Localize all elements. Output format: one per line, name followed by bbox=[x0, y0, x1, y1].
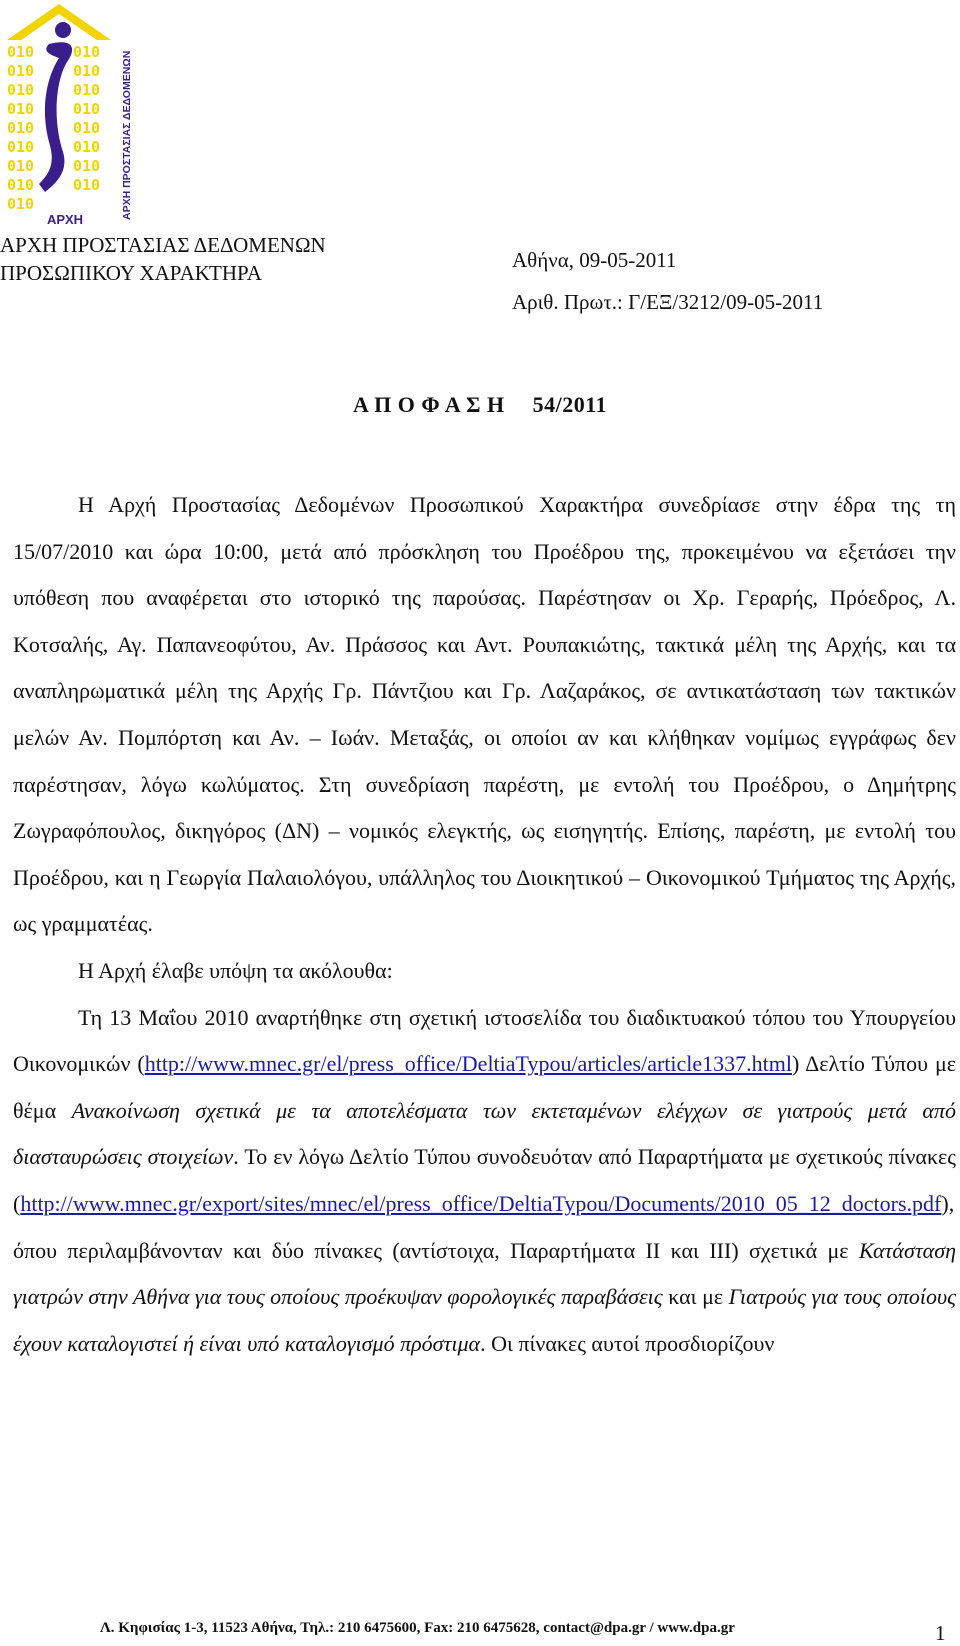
document-date: Αθήνα, 09-05-2011 bbox=[512, 248, 677, 272]
binary-row: 010 bbox=[73, 119, 101, 137]
binary-row: 010 bbox=[7, 157, 35, 175]
annex-pdf-link[interactable]: http://www.mnec.gr/export/sites/mnec/el/press_office/DeltiaTypou/Documents/2010_05_12_doctors.pdf bbox=[20, 1190, 942, 1216]
org-line-1: ΑΡΧΗ ΠΡΟΣΤΑΣΙΑΣ ΔΕΔΟΜΕΝΩΝ bbox=[0, 233, 326, 257]
dpa-logo-graphic bbox=[3, 2, 135, 228]
binary-row: 010 bbox=[7, 43, 35, 61]
binary-row: 010 bbox=[73, 138, 101, 156]
binary-row: 010 bbox=[7, 119, 35, 137]
facts-italic-2: Κατάσταση γιατρών στην Αθήνα για τους οποίους προέκυψαν φορολογικές παραβάσεις bbox=[13, 1237, 956, 1310]
facts-text-3: . Το εν λόγω Δελτίο Τύπου συνοδευόταν από Παραρτήματα με σχετικούς πίνακες bbox=[233, 1144, 956, 1170]
facts-text-2: Δελτίο Τύπου με θέμα bbox=[13, 1051, 956, 1123]
binary-row: 010 bbox=[7, 176, 35, 194]
binary-row: 010 bbox=[73, 43, 101, 61]
org-line-2: ΠΡΟΣΩΠΙΚΟΥ ΧΑΡΑΚΤΗΡΑ bbox=[0, 261, 262, 285]
facts-text-5: και με bbox=[668, 1284, 724, 1310]
decision-title bbox=[0, 392, 960, 418]
logo-vertical-text: ΑΡΧΗ ΠΡΟΣΤΑΣΙΑΣ ΔΕΔΟΜΕΝΩΝ bbox=[121, 50, 133, 220]
footer-address: Λ. Κηφισίας 1-3, 11523 Αθήνα, Τηλ.: 210 6475600, Fax: 210 6475628, contact@dpa.gr / www.dpa.gr bbox=[100, 1620, 735, 1636]
binary-row: 010 bbox=[73, 157, 101, 175]
facts-italic-3: Γιατρούς για τους οποίους έχουν καταλογιστεί ή είναι υπό καταλογισμό πρόστιμα bbox=[13, 1284, 957, 1356]
paragraph-session: Η Αρχή Προστασίας Δεδομένων Προσωπικού Χαρακτήρα συνεδρίασε στην έδρα της τη 15/07/2010 και ώρα 10:00, μετά από πρόσκληση του Προέδρου της, προκειμένου να εξετάσει την υπόθεση που αναφέρεται στο ιστορικό της παρούσας. Παρέστησαν οι Χρ. Γεραρής, Πρόεδρος, Λ. Κοτσαλής, Αγ. Παπανεοφύτου, Αν. Πράσσος και Αντ. Ρουπακιώτης, τακτικά μέλη της Αρχής, και τα αναπληρωματικά μέλη της Αρχής Γρ. Πάντζιου και Γρ. Λαζαράκος, σε αντικατάσταση των τακτικών μελών Αν. Πομπόρτση και Αν. – Ιωάν. Μεταξάς, οι οποίοι αν και κλήθηκαν νομίμως εγγράφως δεν παρέστησαν, λόγω κωλύματος. Στη συνεδρίαση παρέστη, με εντολή του Προέδρου, ο Δημήτρης Ζωγραφόπουλος, δικηγόρος (ΔΝ) – νομικός ελεγκτής, ως εισηγητής. Επίσης, παρέστη, με εντολή του Προέδρου, και η Γεωργία Παλαιολόγου, υπάλληλος του Διοικητικού – Οικονομικού Τμήματος της Αρχής, ως γραμματέας. bbox=[13, 492, 956, 937]
logo-bottom-text: ΑΡΧΗ bbox=[46, 212, 84, 227]
facts-italic-1: Ανακοίνωση σχετικά με τα αποτελέσματα των εκτεταμένων ελέγχων σε γιατρούς μετά από διασταυρώσεις στοιχείων bbox=[13, 1097, 956, 1170]
binary-row: 010 bbox=[73, 81, 101, 99]
page-number: 1 bbox=[935, 1621, 946, 1645]
facts-text-4: ), όπου περιλαμβάνονταν και δύο πίνακες (αντίστοιχα, Παραρτήματα ΙΙ και ΙΙΙ) σχετικά με bbox=[13, 1190, 955, 1263]
facts-text-1: Τη 13 Μαΐου 2010 αναρτήθηκε στη σχετική ιστοσελίδα του διαδικτυακού τόπου του Υπουργείου Οικονομικών bbox=[13, 1004, 956, 1077]
binary-row: 010 bbox=[7, 81, 35, 99]
document-body bbox=[13, 482, 956, 1367]
facts-text-6: . Οι πίνακες αυτοί προσδιορίζουν bbox=[480, 1330, 775, 1356]
organization-name bbox=[0, 231, 326, 287]
binary-row: 010 bbox=[73, 62, 101, 80]
binary-row: 010 bbox=[7, 100, 35, 118]
binary-row: 010 bbox=[7, 195, 35, 213]
dpa-logo bbox=[3, 2, 135, 228]
binary-row: 010 bbox=[7, 62, 35, 80]
paragraph-facts: Τη 13 Μαΐου 2010 αναρτήθηκε στη σχετική ιστοσελίδα του διαδικτυακού τόπου του Υπουργείου Οικονομικών (http://www.mnec.gr/el/press_office/DeltiaTypou/articles/article1337.html) Δελτίο Τύπου με θέμα Ανακοίνωση σχετικά με τα αποτελέσματα των εκτεταμένων ελέγχων σε γιατρούς μετά από διασταυρώσεις στοιχείων. Το εν λόγω Δελτίο Τύπου συνοδευόταν από Παραρτήματα με σχετικούς πίνακες (http://www.mnec.gr/export/sites/mnec/el/press_office/DeltiaTypou/Documents/2010_05_12_doctors.pdf), όπου περιλαμβάνονταν και δύο πίνακες (αντίστοιχα, Παραρτήματα ΙΙ και ΙΙΙ) σχετικά με Κατάσταση γιατρών στην Αθήνα για τους οποίους προέκυψαν φορολογικές παραβάσεις και με Γιατρούς για τους οποίους έχουν καταλογιστεί ή είναι υπό καταλογισμό πρόστιμα. Οι πίνακες αυτοί προσδιορίζουν bbox=[13, 1004, 957, 1356]
binary-row: 010 bbox=[73, 100, 101, 118]
date-block bbox=[512, 239, 823, 323]
decision-number: 54/2011 bbox=[532, 392, 607, 417]
press-release-link[interactable]: http://www.mnec.gr/el/press_office/DeltiaTypou/articles/article1337.html bbox=[144, 1051, 792, 1077]
decision-label: Α Π Ο Φ Α Σ Η bbox=[352, 392, 505, 417]
binary-row: 010 bbox=[73, 176, 101, 194]
binary-row: 010 bbox=[7, 138, 35, 156]
protocol-number: Αριθ. Πρωτ.: Γ/ΕΞ/3212/09-05-2011 bbox=[512, 290, 824, 314]
paragraph-considered: Η Αρχή έλαβε υπόψη τα ακόλουθα: bbox=[78, 957, 393, 983]
